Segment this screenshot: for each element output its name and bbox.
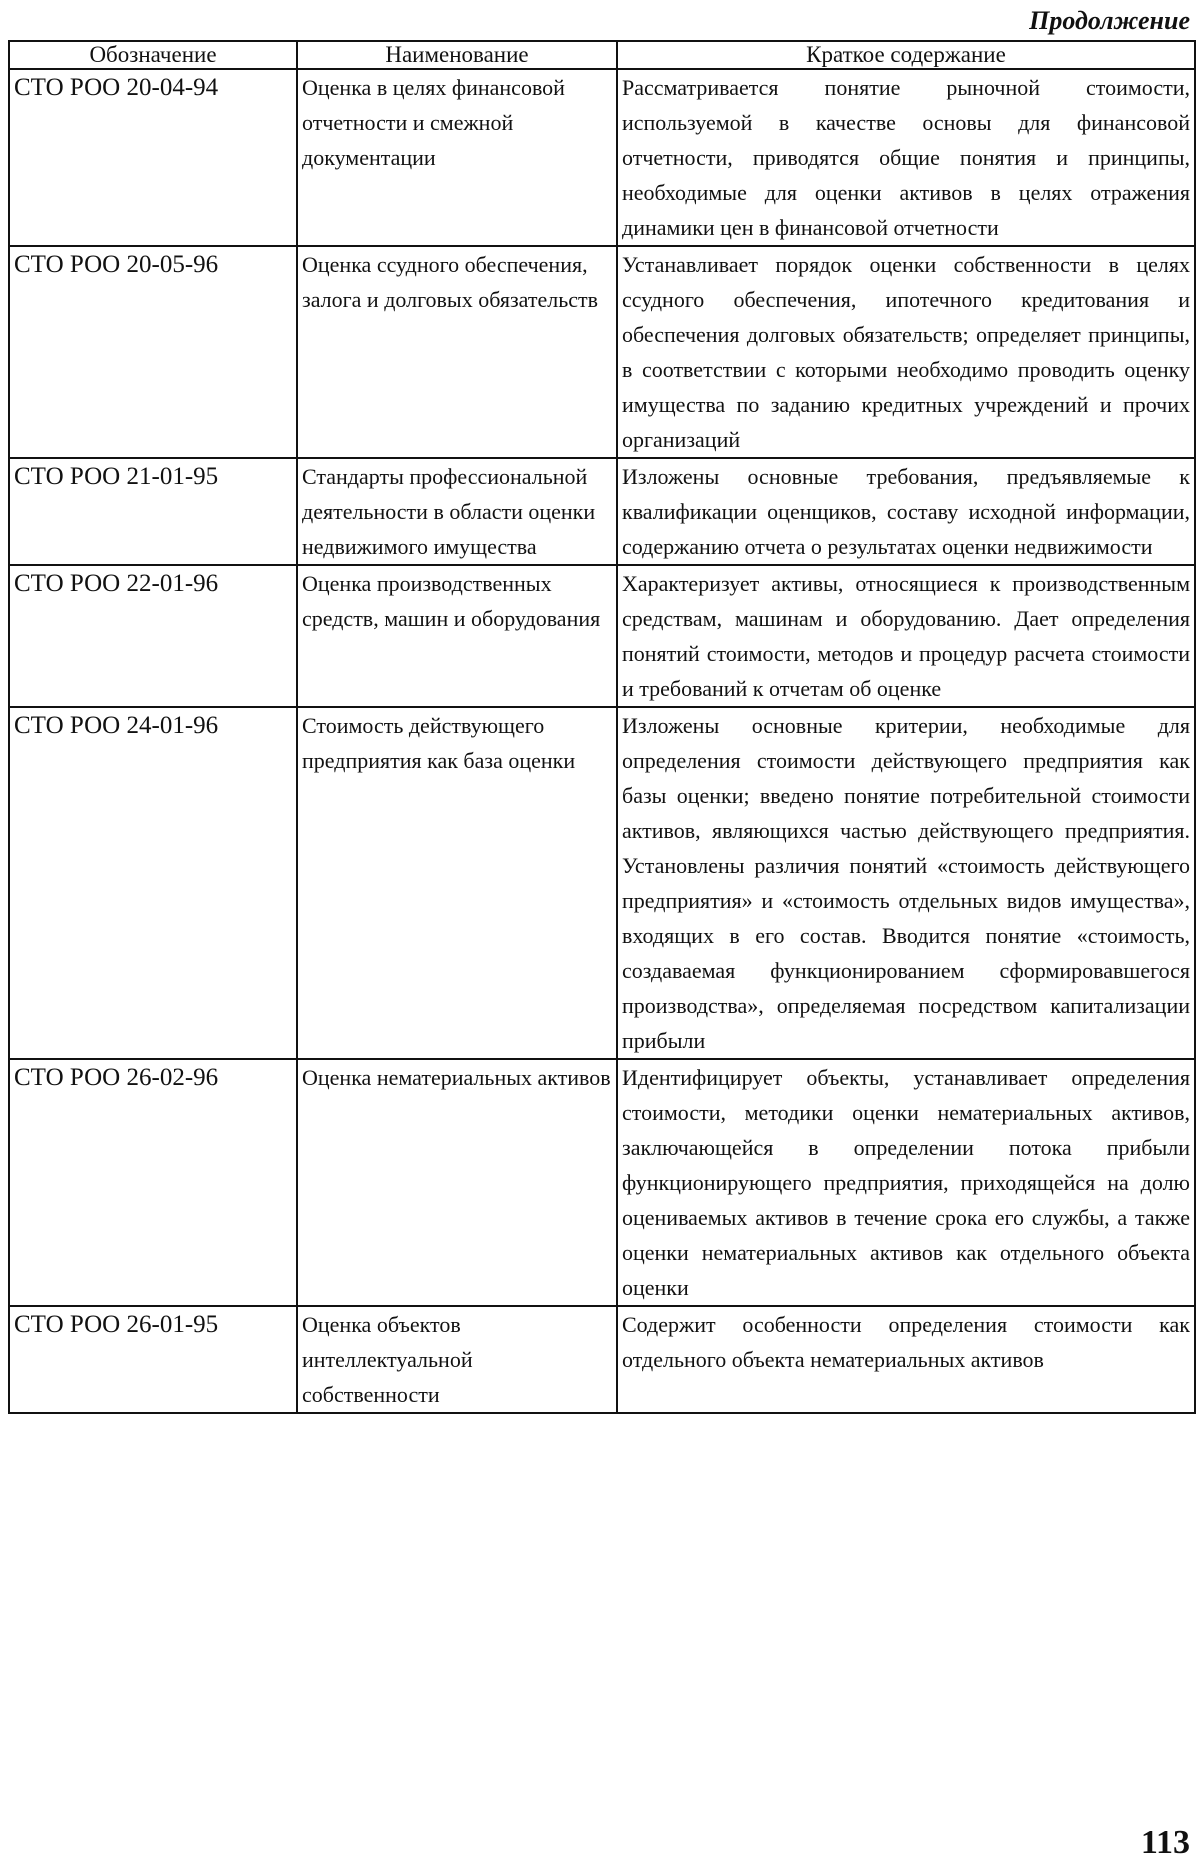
standard-code: СТО РОО 24-01-96 bbox=[9, 707, 297, 1059]
standard-code: СТО РОО 26-01-95 bbox=[9, 1306, 297, 1413]
standard-name: Оценка производственных средств, машин и оборудования bbox=[297, 565, 617, 707]
table-row bbox=[9, 246, 1195, 458]
standard-name: Оценка нематериальных активов bbox=[297, 1059, 617, 1306]
standard-code: СТО РОО 21-01-95 bbox=[9, 458, 297, 565]
standard-summary: Изложены основные критерии, необходимые для определения стоимости действующего предприятия как базы оценки; введено понятие потребительной стоимости активов, являющихся частью действующего предприятия. Установлены различия понятий «стоимость действующего предприятия» и «стоимость отдельных видов имущества», входящих в его состав. Вводится понятие «стоимость, создаваемая функционированием сформировавшегося производства», определяемая посредством капитализации прибыли bbox=[617, 707, 1195, 1059]
standard-summary: Содержит особенности определения стоимости как отдельного объекта нематериальных активов bbox=[617, 1306, 1195, 1413]
column-header-designation: Обозначение bbox=[9, 41, 297, 69]
table-row bbox=[9, 565, 1195, 707]
standard-code: СТО РОО 20-05-96 bbox=[9, 246, 297, 458]
table-row bbox=[9, 707, 1195, 1059]
standard-name: Оценка объектов интеллектуальной собственности bbox=[297, 1306, 617, 1413]
table-row bbox=[9, 69, 1195, 246]
standard-summary: Характеризует активы, относящиеся к производственным средствам, машинам и оборудованию. Дает определения понятий стоимости, методов и процедур расчета стоимости и требований к отчетам об оценке bbox=[617, 565, 1195, 707]
column-header-summary: Краткое содержание bbox=[617, 41, 1195, 69]
standard-code: СТО РОО 26-02-96 bbox=[9, 1059, 297, 1306]
standard-summary: Изложены основные требования, предъявляемые к квалификации оценщиков, составу исходной информации, содержанию отчета о результатах оценки недвижимости bbox=[617, 458, 1195, 565]
table-row bbox=[9, 1306, 1195, 1413]
page-number: 113 bbox=[1140, 1824, 1190, 1861]
standard-name: Стоимость действующего предприятия как база оценки bbox=[297, 707, 617, 1059]
standard-summary: Рассматривается понятие рыночной стоимости, используемой в качестве основы для финансовой отчетности, приводятся общие понятия и принципы, необходимые для оценки активов в целях отражения динамики цен в финансовой отчетности bbox=[617, 69, 1195, 246]
standard-name: Стандарты профессиональной деятельности в области оценки недвижимого имущества bbox=[297, 458, 617, 565]
continuation-label: Продолжение bbox=[1029, 6, 1190, 35]
standard-name: Оценка в целях финансовой отчетности и смежной документации bbox=[297, 69, 617, 246]
standards-table bbox=[8, 40, 1196, 1414]
standard-code: СТО РОО 22-01-96 bbox=[9, 565, 297, 707]
column-header-name: Наименование bbox=[297, 41, 617, 69]
standard-summary: Идентифицирует объекты, устанавливает определения стоимости, методики оценки нематериальных активов, заключающейся в определении потока прибыли функционирующего предприятия, приходящейся на долю оцениваемых активов в течение срока его службы, а также оценки нематериальных активов как отдельного объекта оценки bbox=[617, 1059, 1195, 1306]
standard-summary: Устанавливает порядок оценки собственности в целях ссудного обеспечения, ипотечного кредитования и обеспечения долговых обязательств; определяет принципы, в соответствии с которыми необходимо проводить оценку имущества по заданию кредитных учреждений и прочих организаций bbox=[617, 246, 1195, 458]
table-row bbox=[9, 458, 1195, 565]
table-header-row bbox=[9, 41, 1195, 69]
table-row bbox=[9, 1059, 1195, 1306]
standard-code: СТО РОО 20-04-94 bbox=[9, 69, 297, 246]
standard-name: Оценка ссудного обеспечения, залога и долговых обязательств bbox=[297, 246, 617, 458]
